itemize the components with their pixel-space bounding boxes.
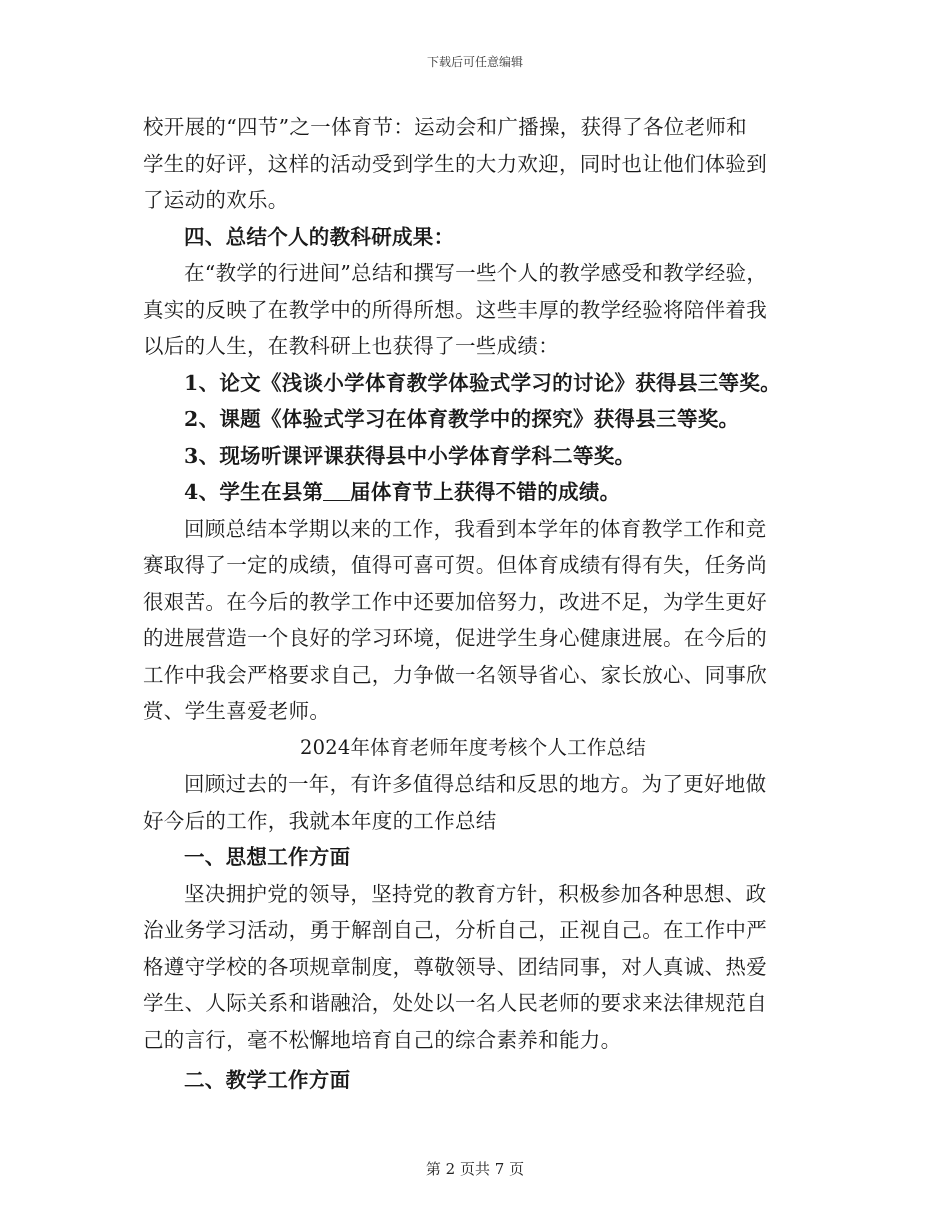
paragraph-line: 校开展的“四节”之一体育节：运动会和广播操，获得了各位老师和 [143, 115, 747, 139]
item4-text-before: 4、学生在县第 [184, 480, 324, 504]
paragraph-line: 治业务学习活动，勇于解剖自己，分析自己，正视自己。在工作中严 [143, 918, 767, 942]
item4-text-after: 届体育节上获得不错的成绩。 [350, 480, 621, 504]
paragraph-line: 学生、人际关系和谐融洽，处处以一名人民老师的要求来法律规范自 [143, 991, 767, 1015]
paragraph-line: 回顾过去的一年，有许多值得总结和反思的地方。为了更好地做 [184, 772, 767, 796]
paragraph-line: 以后的人生，在教科研上也获得了一些成绩： [143, 334, 559, 358]
section-heading-4: 四、总结个人的教科研成果： [184, 224, 455, 249]
paragraph-line: 在“教学的行进间”总结和撰写一些个人的教学感受和教学经验， [184, 261, 768, 285]
paragraph-line: 很艰苦。在今后的教学工作中还要加倍努力，改进不足，为学生更好 [143, 589, 767, 614]
page-header: 下载后可任意编辑 [426, 55, 523, 69]
achievement-item: 2、课题《体验式学习在体育教学中的探究》获得县三等奖。 [184, 407, 740, 431]
paragraph-line: 赏、学生喜爱老师。 [143, 699, 331, 723]
section-heading-b: 二、教学工作方面 [184, 1068, 351, 1092]
paragraph-line: 赛取得了一定的成绩，值得可喜可贺。但体育成绩有得有失，任务尚 [143, 553, 767, 577]
blank-underline [323, 480, 350, 502]
document-body [143, 109, 803, 1099]
paragraph-line: 的进展营造一个良好的学习环境，促进学生身心健康进展。在今后的 [143, 626, 767, 650]
paragraph-line: 回顾总结本学期以来的工作，我看到本学年的体育教学工作和竞 [184, 516, 767, 541]
paragraph-line: 学生的好评，这样的活动受到学生的大力欢迎，同时也让他们体验到 [143, 151, 767, 176]
paragraph-line: 工作中我会严格要求自己，力争做一名领导省心、家长放心、同事欣 [143, 662, 767, 687]
paragraph-line: 了运动的欢乐。 [143, 188, 289, 212]
paragraph-line: 己的言行，毫不松懈地培育自己的综合素养和能力。 [143, 1027, 622, 1052]
document-title: 2024年体育老师年度考核个人工作总结 [300, 735, 646, 759]
section-heading-a: 一、思想工作方面 [184, 845, 351, 869]
paragraph-line: 坚决拥护党的领导，坚持党的教育方针，积极参加各种思想、政 [184, 881, 767, 906]
achievement-item: 1、论文《浅谈小学体育教学体验式学习的讨论》获得县三等奖。 [184, 370, 781, 395]
achievement-item [143, 474, 803, 511]
achievement-item: 3、现场听课评课获得县中小学体育学科二等奖。 [184, 443, 636, 468]
paragraph-line: 格遵守学校的各项规章制度，尊敬领导、团结同事，对人真诚、热爱 [143, 954, 767, 979]
paragraph-line: 好今后的工作，我就本年度的工作总结 [143, 808, 497, 833]
page-footer: 第 2 页共 7 页 [425, 1160, 525, 1178]
paragraph-line: 真实的反映了在教学中的所得所想。这些丰厚的教学经验将陪伴着我 [143, 297, 767, 322]
